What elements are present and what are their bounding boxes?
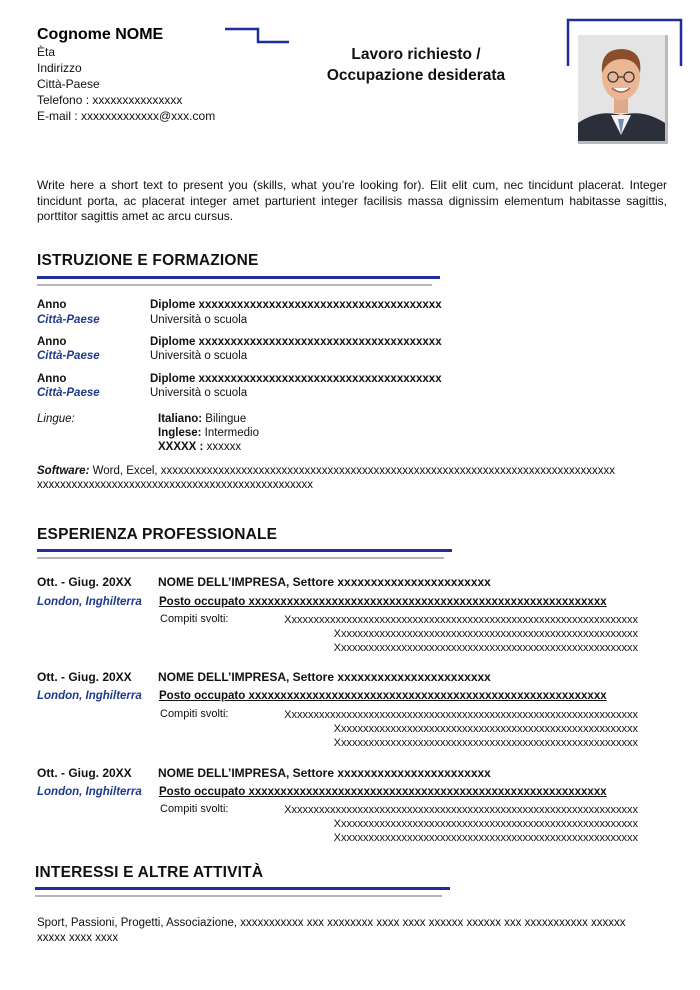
education-school-3: Università o scuola — [150, 387, 248, 399]
education-diploma-3: Diplome xxxxxxxxxxxxxxxxxxxxxxxxxxxxxxxxxxxxxx — [150, 373, 442, 385]
interests-text: Sport, Passioni, Progetti, Associazione, xxxxxxxxxxx xxx xxxxxxxx xxxx xxxx xxxxxx xxxxxx xxx xxxxxxxxxxx xxxxxx xxxxx xxxx xxxx — [37, 917, 626, 944]
experience-task-line: Xxxxxxxxxxxxxxxxxxxxxxxxxxxxxxxxxxxxxxxxxxxxxxxxxxxxxxx — [333, 737, 638, 749]
intro-text: Write here a short text to present you (skills, what you’re looking for). Elit elit cum, nec tincidunt placerat. Integer tincidunt porta, ac placerat integer amet parturient integer facilisis massa dignissim elementum habitasse sagittis, porttitor sagittis amet ac arcu cursus. — [37, 178, 667, 224]
language-3 — [158, 440, 241, 454]
education-city-2: Città-Paese — [37, 350, 100, 362]
experience-date-1: Ott. - Giug. 20XX — [37, 575, 132, 589]
phone-line: Telefono : xxxxxxxxxxxxxxx — [37, 93, 183, 107]
experience-post-3: Posto occupato xxxxxxxxxxxxxxxxxxxxxxxxxxxxxxxxxxxxxxxxxxxxxxxxxxxxxxxx — [159, 786, 607, 798]
experience-post-1: Posto occupato xxxxxxxxxxxxxxxxxxxxxxxxxxxxxxxxxxxxxxxxxxxxxxxxxxxxxxxx — [159, 596, 607, 608]
experience-task-line: Xxxxxxxxxxxxxxxxxxxxxxxxxxxxxxxxxxxxxxxxxxxxxxxxxxxxxxxxxxxxxxxx — [284, 804, 638, 816]
experience-company-3: NOME DELL’IMPRESA, Settore xxxxxxxxxxxxxxxxxxxxxxx — [158, 766, 491, 780]
education-diploma-2: Diplome xxxxxxxxxxxxxxxxxxxxxxxxxxxxxxxxxxxxxx — [150, 336, 442, 348]
job-title — [296, 44, 536, 86]
software-line — [37, 464, 657, 492]
experience-city-3: London, Inghilterra — [37, 786, 142, 798]
education-year-1: Anno — [37, 299, 67, 311]
language-2 — [158, 426, 259, 440]
experience-task-line: Xxxxxxxxxxxxxxxxxxxxxxxxxxxxxxxxxxxxxxxxxxxxxxxxxxxxxxx — [333, 642, 638, 654]
experience-title: ESPERIENZA PROFESSIONALE — [37, 526, 278, 543]
language-3-level: xxxxxx — [206, 441, 242, 453]
email-line[interactable]: E-mail : xxxxxxxxxxxxx@xxx.com — [37, 109, 216, 123]
experience-date-2: Ott. - Giug. 20XX — [37, 670, 132, 684]
experience-tasks-label-2: Compiti svolti: — [160, 708, 229, 720]
experience-tasks-label-3: Compiti svolti: — [160, 803, 229, 815]
language-3-name: XXXXX : — [158, 441, 204, 453]
language-1-level: Bilingue — [205, 413, 247, 425]
experience-task-line: Xxxxxxxxxxxxxxxxxxxxxxxxxxxxxxxxxxxxxxxxxxxxxxxxxxxxxxx — [333, 818, 638, 830]
experience-rule-blue — [37, 549, 452, 552]
education-year-3: Anno — [37, 373, 67, 385]
education-rule-gray — [37, 284, 432, 286]
software-text: Word, Excel, xxxxxxxxxxxxxxxxxxxxxxxxxxxxxxxxxxxxxxxxxxxxxxxxxxxxxxxxxxxxxxxxxxxxxxxxxxxxxxx xxxxxxxxxxxxxxxxxxxxxxxxxxxxxxxxxxxxxxxxxxxxxxxx — [37, 465, 616, 491]
education-school-2: Università o scuola — [150, 350, 248, 362]
experience-task-line: Xxxxxxxxxxxxxxxxxxxxxxxxxxxxxxxxxxxxxxxxxxxxxxxxxxxxxxx — [333, 723, 638, 735]
interests-rule-blue — [35, 887, 450, 890]
language-1 — [158, 412, 246, 426]
education-rule-blue — [37, 276, 440, 279]
experience-rule-gray — [37, 557, 444, 559]
experience-task-line: Xxxxxxxxxxxxxxxxxxxxxxxxxxxxxxxxxxxxxxxxxxxxxxxxxxxxxxxxxxxxxxxx — [284, 614, 638, 626]
education-diploma-1: Diplome xxxxxxxxxxxxxxxxxxxxxxxxxxxxxxxxxxxxxx — [150, 299, 442, 311]
education-title: ISTRUZIONE E FORMAZIONE — [37, 252, 259, 269]
experience-post-2: Posto occupato xxxxxxxxxxxxxxxxxxxxxxxxxxxxxxxxxxxxxxxxxxxxxxxxxxxxxxxx — [159, 690, 607, 702]
experience-tasks-2 — [238, 708, 638, 750]
language-2-level: Intermedio — [204, 427, 260, 439]
interests-title: INTERESSI E ALTRE ATTIVITÀ — [35, 864, 264, 881]
language-1-name: Italiano: — [158, 413, 203, 425]
job-title-line-1: Lavoro richiesto / — [351, 46, 481, 63]
candidate-name: Cognome NOME — [37, 26, 164, 43]
experience-task-line: Xxxxxxxxxxxxxxxxxxxxxxxxxxxxxxxxxxxxxxxxxxxxxxxxxxxxxxx — [333, 832, 638, 844]
profile-photo — [578, 35, 668, 144]
experience-company-1: NOME DELL’IMPRESA, Settore xxxxxxxxxxxxxxxxxxxxxxx — [158, 575, 491, 589]
header-decoration-left — [225, 27, 291, 45]
experience-tasks-3 — [238, 803, 638, 845]
experience-task-line: Xxxxxxxxxxxxxxxxxxxxxxxxxxxxxxxxxxxxxxxxxxxxxxxxxxxxxxxxxxxxxxxx — [284, 709, 638, 721]
city-line: Città-Paese — [37, 77, 100, 91]
experience-tasks-1 — [238, 613, 638, 655]
job-title-line-2: Occupazione desiderata — [326, 67, 506, 84]
experience-city-1: London, Inghilterra — [37, 596, 142, 608]
experience-city-2: London, Inghilterra — [37, 690, 142, 702]
education-school-1: Università o scuola — [150, 314, 248, 326]
age-line: Èta — [37, 45, 56, 59]
languages-label: Lingue: — [37, 413, 75, 425]
experience-company-2: NOME DELL’IMPRESA, Settore xxxxxxxxxxxxxxxxxxxxxxx — [158, 670, 491, 684]
experience-date-3: Ott. - Giug. 20XX — [37, 766, 132, 780]
address-line: Indirizzo — [37, 61, 82, 75]
interests-rule-gray — [35, 895, 442, 897]
education-city-3: Città-Paese — [37, 387, 100, 399]
education-city-1: Città-Paese — [37, 314, 100, 326]
experience-task-line: Xxxxxxxxxxxxxxxxxxxxxxxxxxxxxxxxxxxxxxxxxxxxxxxxxxxxxxx — [333, 628, 638, 640]
education-year-2: Anno — [37, 336, 67, 348]
software-label: Software: — [37, 465, 90, 477]
language-2-name: Inglese: — [158, 427, 202, 439]
experience-tasks-label-1: Compiti svolti: — [160, 613, 229, 625]
